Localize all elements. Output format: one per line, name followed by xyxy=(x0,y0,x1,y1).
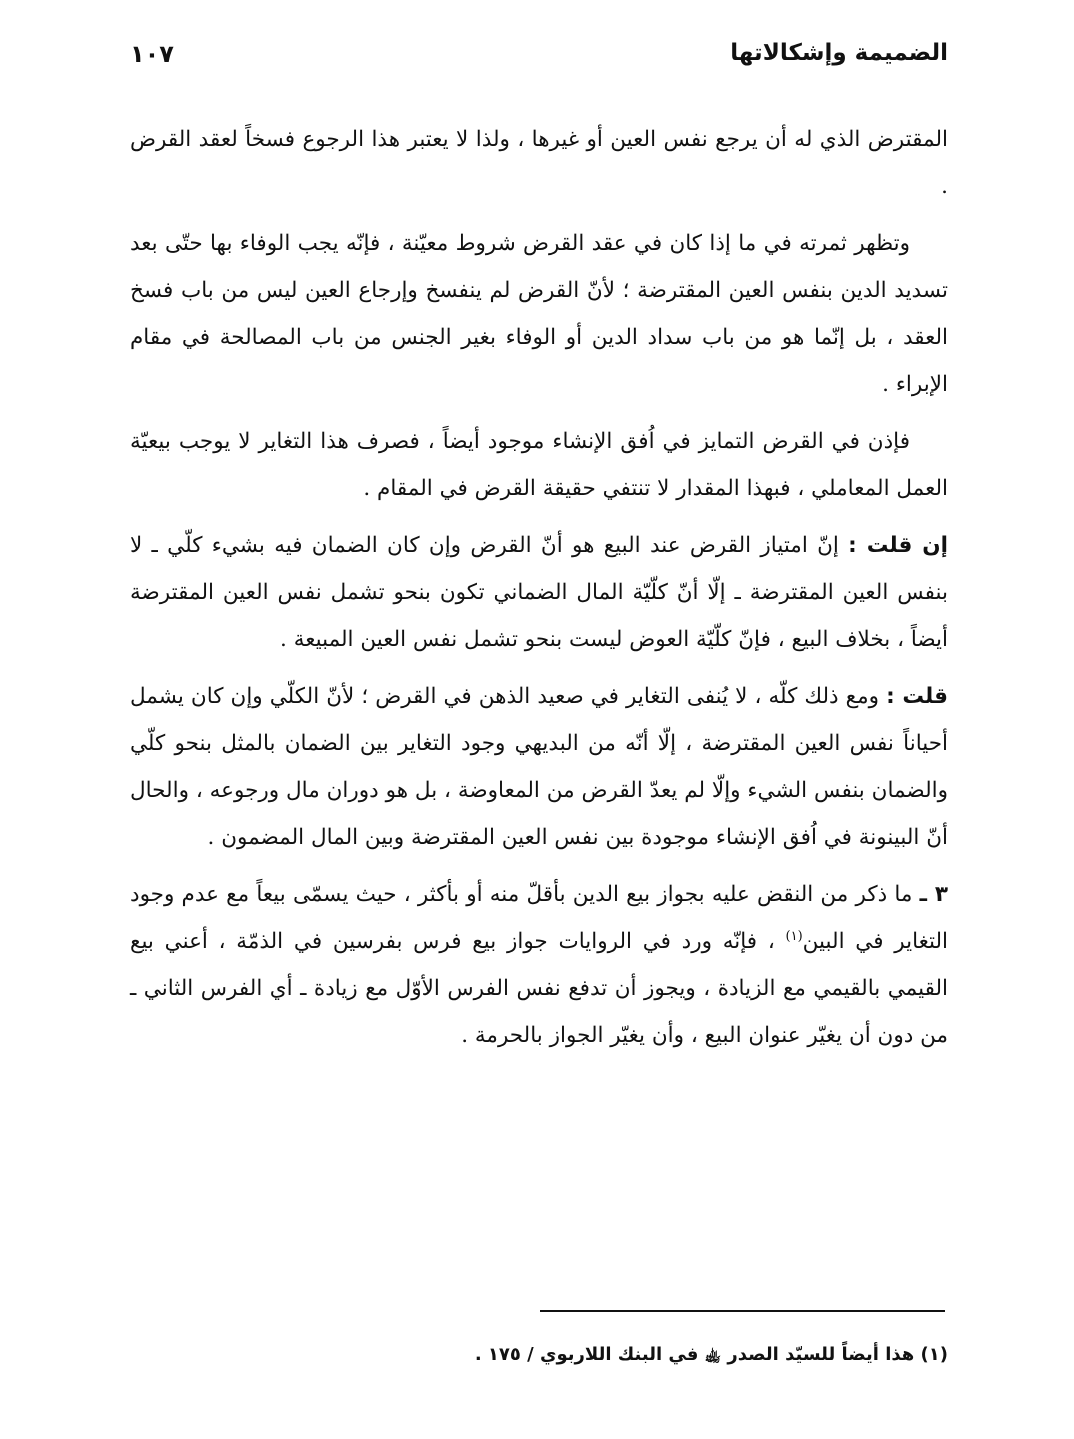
paragraph-reply xyxy=(130,673,948,861)
objection-lead: إن قلت : xyxy=(848,533,948,558)
reply-lead: قلت : xyxy=(886,684,949,709)
running-title: الضميمة وإشكالاتها xyxy=(730,40,948,66)
page-number: ١٠٧ xyxy=(130,40,174,68)
paragraph-text: ما ذكر من النقض عليه بجواز بيع الدين بأقلّ منه أو بأكثر ، حيث يسمّى بيعاً مع عدم وجود التغاير في البين xyxy=(130,882,949,954)
paragraph-continuation xyxy=(130,116,948,210)
footnote: (١) هذا أيضاً للسيّد الصدر ﵀ في البنك اللاربوي / ١٧٥ . xyxy=(474,1344,948,1365)
paragraph-text-tail: ، فإنّه ورد في الروايات جواز بيع فرس بفرسين في الذمّة ، أعني بيع القيمي بالقيمي مع الزيادة ، ويجوز أن تدفع نفس الفرس الأوّل مع زيادة ـ أي الفرس الثاني ـ من دون أن يغيّر عنوان البيع ، وأن يغيّر الجواز بالحرمة . xyxy=(130,929,948,1048)
paragraph-text: فإذن في القرض التمايز في اُفق الإنشاء موجود أيضاً ، فصرف هذا التغاير لا يوجب بيعيّة العمل المعاملي ، فبهذا المقدار لا تنتفي حقيقة القرض في المقام . xyxy=(130,429,948,501)
paragraph-text: إنّ امتياز القرض عند البيع هو أنّ القرض وإن كان الضمان فيه بشيء كلّي ـ لا بنفس العين المقترضة ـ إلّا أنّ كلّيّة المال الضماني تكون بنحو تشمل نفس العين المقترضة أيضاً ، بخلاف البيع ، فإنّ كلّيّة العوض ليست بنحو تشمل نفس العين المبيعة . xyxy=(130,533,948,652)
paragraph-point-three xyxy=(130,871,948,1059)
page-header xyxy=(130,40,948,80)
paragraph-fruit xyxy=(130,220,948,408)
paragraph-conclusion xyxy=(130,418,948,512)
paragraph-text: وتظهر ثمرته في ما إذا كان في عقد القرض شروط معيّنة ، فإنّه يجب الوفاء بها حتّى بعد تسديد الدين بنفس العين المقترضة ؛ لأنّ القرض لم ينفسخ وإرجاع العين ليس من باب فسخ العقد ، بل إنّما هو من باب سداد الدين أو الوفاء بغير الجنس من باب المصالحة في مقام الإبراء . xyxy=(130,231,948,397)
footnote-divider xyxy=(540,1310,945,1312)
point-number: ٣ ـ xyxy=(919,882,948,907)
footnote-marker: (١) xyxy=(785,928,803,944)
paragraph-objection xyxy=(130,522,948,663)
paragraph-text: ومع ذلك كلّه ، لا يُنفى التغاير في صعيد الذهن في القرض ؛ لأنّ الكلّي وإن كان يشمل أحياناً نفس العين المقترضة ، إلّا أنّه من البديهي وجود التغاير بين الضمان بالمثل بنحو كلّي والضمان بنفس الشيء وإلّا لم يعدّ القرض من المعاوضة ، بل هو دوران مال ورجوعه ، والحال أنّ البينونة في اُفق الإنشاء موجودة بين نفس العين المقترضة وبين المال المضمون . xyxy=(130,684,948,850)
paragraph-text: المقترض الذي له أن يرجع نفس العين أو غيرها ، ولذا لا يعتبر هذا الرجوع فسخاً لعقد القرض . xyxy=(130,127,948,199)
body-text xyxy=(130,116,948,1069)
